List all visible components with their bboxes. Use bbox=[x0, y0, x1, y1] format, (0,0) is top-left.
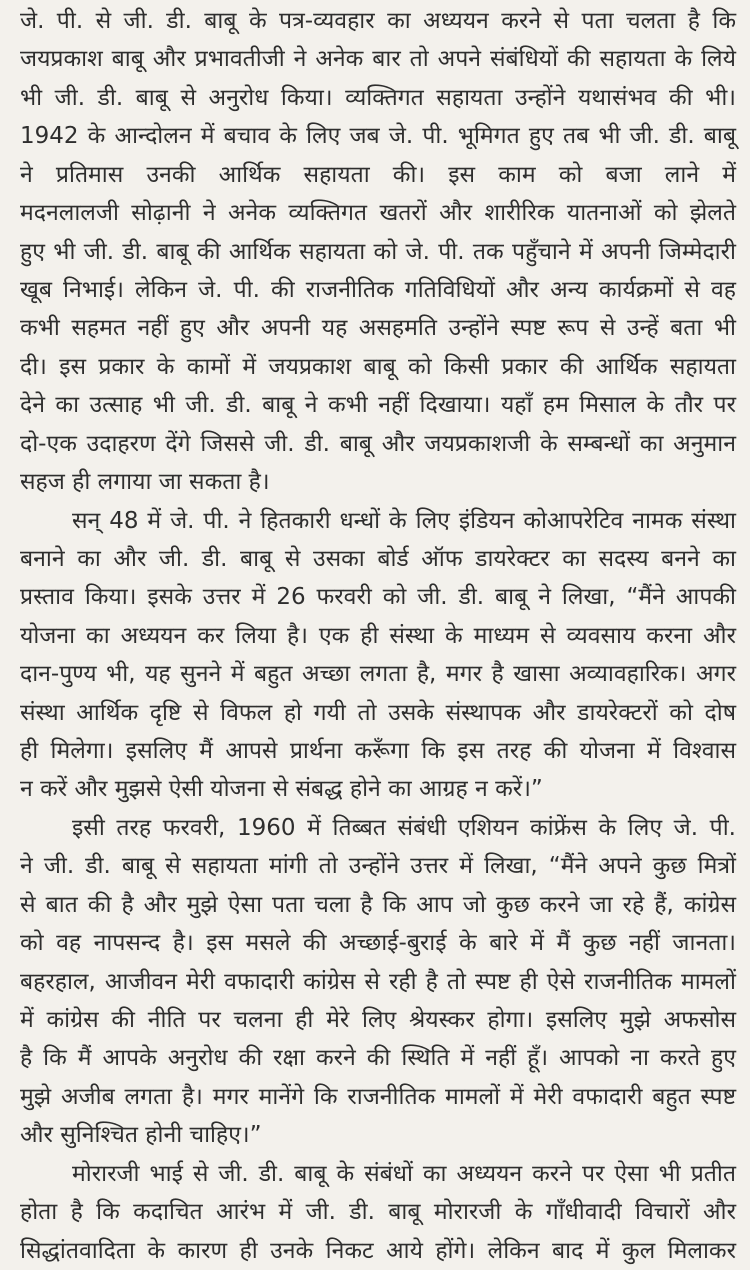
text-line: जयप्रकाश बाबू और प्रभावतीजी ने अनेक बार तो अपने संबंधियों की सहायता के लिये bbox=[20, 46, 736, 73]
text-line: प्रस्ताव किया। इसके उत्तर में 26 फरवरी को जी. डी. बाबू ने लिखा, “मैंने आपकी bbox=[20, 584, 736, 611]
text-line: कभी सहमत नहीं हुए और अपनी यह असहमति उन्होंने स्पष्ट रूप से उन्हें बता भी bbox=[20, 315, 736, 342]
text-line: दी। इस प्रकार के कामों में जयप्रकाश बाबू को किसी प्रकार की आर्थिक सहायता bbox=[20, 353, 736, 380]
text-line: हुए भी जी. डी. बाबू की आर्थिक सहायता को जे. पी. तक पहुँचाने में अपनी जिम्मेदारी bbox=[20, 238, 736, 265]
text-line: इसी तरह फरवरी, 1960 में तिब्बत संबंधी एशियन कांफ्रेंस के लिए जे. पी. bbox=[72, 814, 736, 841]
text-line: से बात की है और मुझे ऐसा पता चला है कि आप जो कुछ करने जा रहे हैं, कांग्रेस bbox=[20, 891, 736, 918]
text-line: है कि मैं आपके अनुरोध की रक्षा करने की स्थिति में नहीं हूँ। आपको ना करते हुए bbox=[20, 1045, 736, 1072]
text-line: बहरहाल, आजीवन मेरी वफादारी कांग्रेस से रही है तो स्पष्ट ही ऐसे राजनीतिक मामलों bbox=[20, 968, 736, 995]
text-line: में कांग्रेस की नीति पर चलना ही मेरे लिए श्रेयस्कर होगा। इसलिए मुझे अफसोस bbox=[20, 1007, 736, 1034]
text-line: जे. पी. से जी. डी. बाबू के पत्र-व्यवहार का अध्ययन करने से पता चलता है कि bbox=[20, 8, 736, 34]
text-line: देने का उत्साह भी जी. डी. बाबू ने कभी नहीं दिखाया। यहाँ हम मिसाल के तौर पर bbox=[20, 392, 736, 419]
text-line: ही मिलेगा। इसलिए मैं आपसे प्रार्थना करूँगा कि इस तरह की योजना में विश्वास bbox=[20, 738, 736, 765]
text-line: संस्था आर्थिक दृष्टि से विफल हो गयी तो उसके संस्थापक और डायरेक्टरों को दोष bbox=[20, 699, 736, 726]
text-line: सिद्धांतवादिता के कारण ही उनके निकट आये होंगे। लेकिन बाद में कुल मिलाकर bbox=[20, 1237, 736, 1264]
text-line: दान-पुण्य भी, यह सुनने में बहुत अच्छा लगता है, मगर है खासा अव्यावहारिक। अगर bbox=[20, 661, 736, 688]
text-line: दो-एक उदाहरण देंगे जिससे जी. डी. बाबू और जयप्रकाशजी के सम्बन्धों का अनुमान bbox=[20, 430, 736, 457]
text-line: 1942 के आन्दोलन में बचाव के लिए जब जे. पी. भूमिगत हुए तब भी जी. डी. बाबू bbox=[20, 123, 736, 150]
text-line: को वह नापसन्द है। इस मसले की अच्छाई-बुराई के बारे में मैं कुछ नहीं जानता। bbox=[20, 930, 736, 957]
text-line: सन् 48 में जे. पी. ने हितकारी धन्धों के लिए इंडियन कोआपरेटिव नामक संस्था bbox=[72, 507, 736, 534]
text-line: और सुनिश्चित होनी चाहिए।” bbox=[20, 1122, 262, 1149]
text-line: होता है कि कदाचित आरंभ में जी. डी. बाबू मोरारजी के गाँधीवादी विचारों और bbox=[20, 1199, 736, 1226]
text-line: मोरारजी भाई से जी. डी. बाबू के संबंधों का अध्ययन करने पर ऐसा भी प्रतीत bbox=[72, 1160, 736, 1187]
text-line: भी जी. डी. बाबू से अनुरोध किया। व्यक्तिगत सहायता उन्होंने यथासंभव की भी। bbox=[20, 84, 736, 111]
text-line: सहज ही लगाया जा सकता है। bbox=[20, 469, 270, 496]
text-line: ने जी. डी. बाबू से सहायता मांगी तो उन्होंने उत्तर में लिखा, “मैंने अपने कुछ मित्रों bbox=[20, 853, 736, 880]
text-line: बनाने का और जी. डी. बाबू से उसका बोर्ड ऑफ डायरेक्टर का सदस्य बनने का bbox=[20, 545, 736, 572]
text-line: मदनलालजी सोढ़ानी ने अनेक व्यक्तिगत खतरों और शारीरिक यातनाओं को झेलते bbox=[20, 200, 736, 227]
text-line: ने प्रतिमास उनकी आर्थिक सहायता की। इस काम को बजा लाने में bbox=[20, 161, 736, 188]
text-line: खूब निभाई। लेकिन जे. पी. की राजनीतिक गतिविधियों और अन्य कार्यक्रमों से वह bbox=[20, 276, 736, 303]
text-line: योजना का अध्ययन कर लिया है। एक ही संस्था के माध्यम से व्यवसाय करना और bbox=[20, 622, 736, 649]
text-line: न करें और मुझसे ऐसी योजना से संबद्ध होने का आग्रह न करें।” bbox=[20, 776, 543, 803]
text-line: मुझे अजीब लगता है। मगर मानेंगे कि राजनीतिक मामलों में मेरी वफादारी बहुत स्पष्ट bbox=[20, 1083, 736, 1110]
